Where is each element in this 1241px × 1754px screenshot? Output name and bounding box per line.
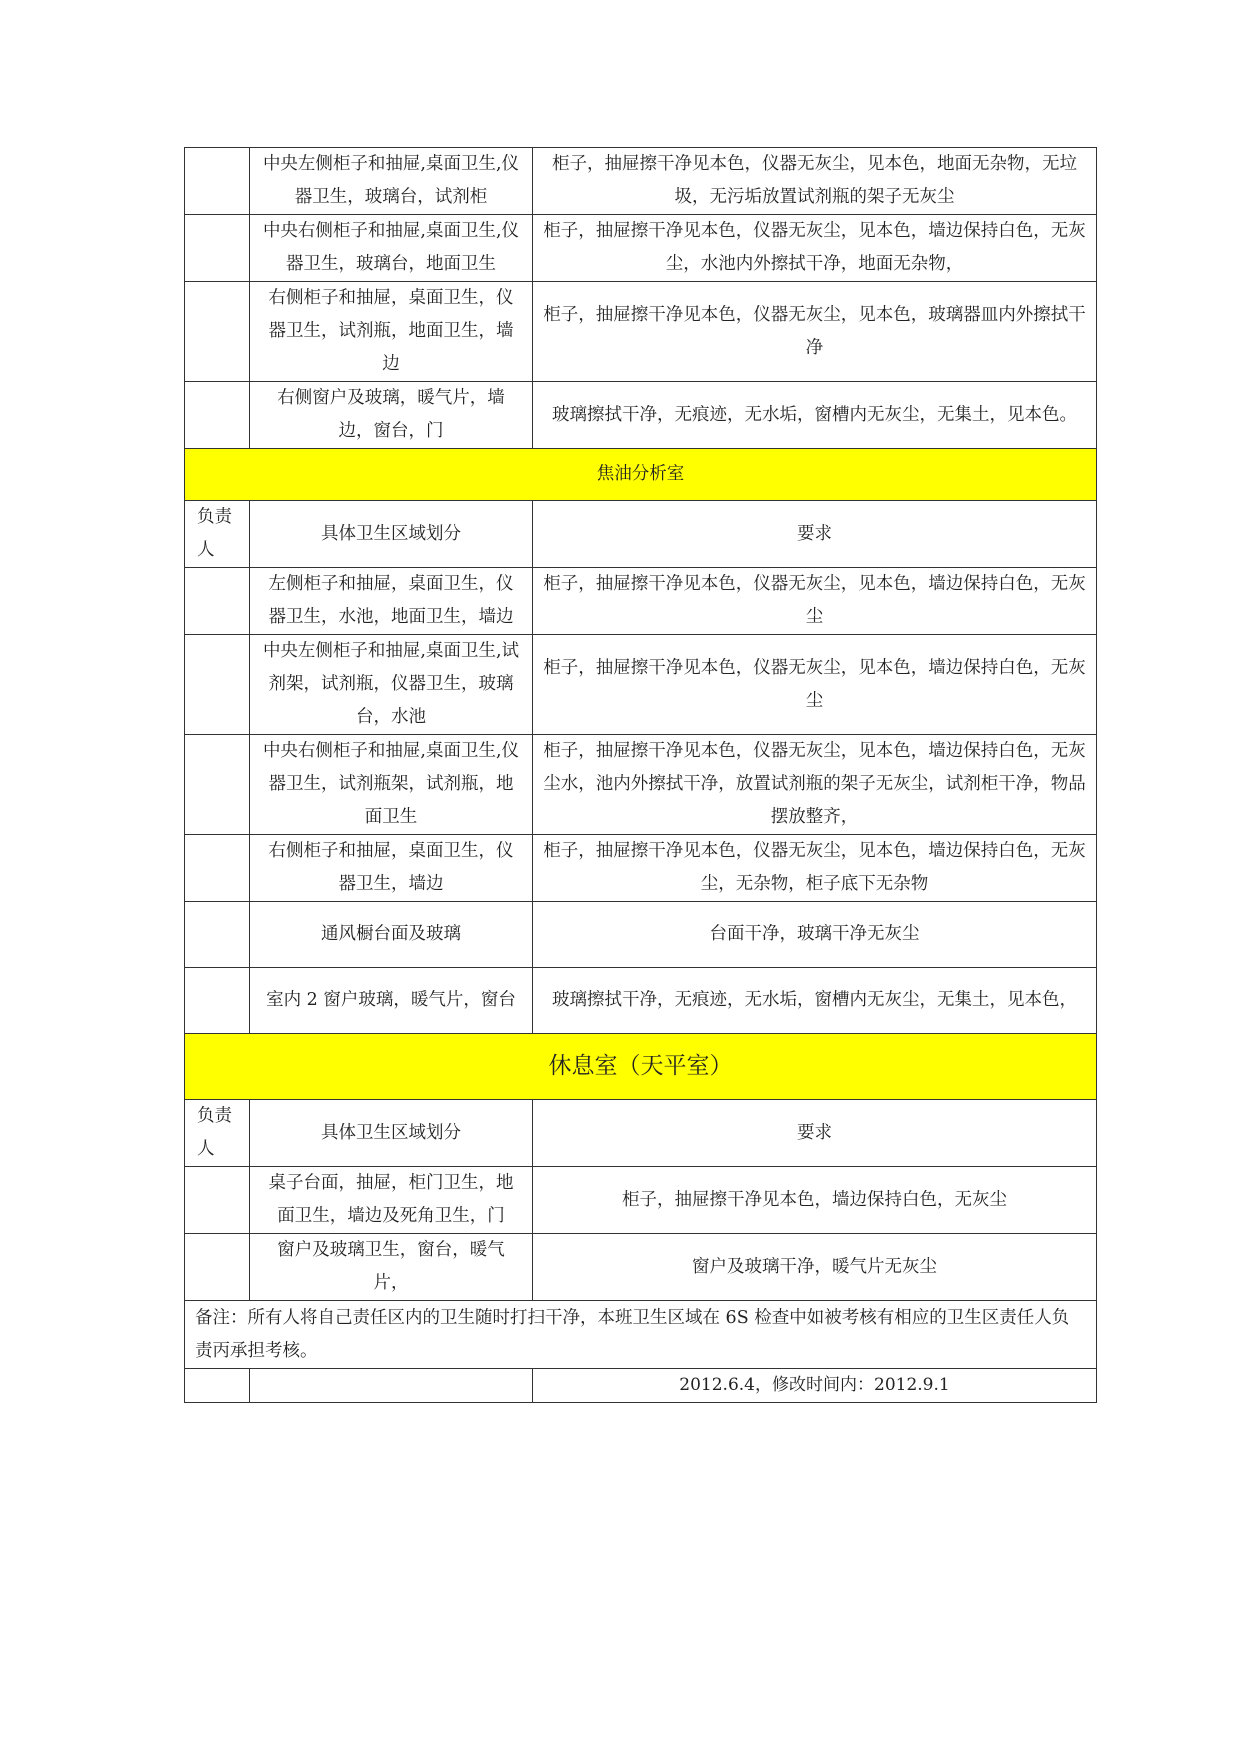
table-row: [185, 1234, 1097, 1301]
area-cell: 右侧柜子和抽屉，桌面卫生，仪器卫生，墙边: [250, 835, 533, 902]
requirement-cell: 柜子，抽屉擦干净见本色，墙边保持白色，无灰尘: [533, 1167, 1097, 1234]
requirement-cell: 窗户及玻璃干净，暖气片无灰尘: [533, 1234, 1097, 1301]
area-cell: 中央右侧柜子和抽屉,桌面卫生,仪器卫生，试剂瓶架，试剂瓶，地面卫生: [250, 735, 533, 835]
table-row: [185, 382, 1097, 449]
person-cell: [185, 968, 250, 1034]
hygiene-responsibility-table: [184, 147, 1097, 1403]
requirement-cell: 柜子，抽屉擦干净见本色，仪器无灰尘，见本色，墙边保持白色，无灰尘，水池内外擦拭干净，地面无杂物，: [533, 215, 1097, 282]
header-area: 具体卫生区域划分: [250, 1100, 533, 1167]
table-row: [185, 902, 1097, 968]
person-cell: [185, 282, 250, 382]
table-row: [185, 835, 1097, 902]
person-cell: [185, 1234, 250, 1301]
area-cell: 窗户及玻璃卫生，窗台，暖气片，: [250, 1234, 533, 1301]
requirement-cell: 柜子，抽屉擦干净见本色，仪器无灰尘，见本色，墙边保持白色，无灰尘: [533, 635, 1097, 735]
requirement-cell: 柜子，抽屉擦干净见本色，仪器无灰尘，见本色，墙边保持白色，无灰尘，无杂物，柜子底下无杂物: [533, 835, 1097, 902]
requirement-cell: 柜子，抽屉擦干净见本色，仪器无灰尘，见本色，墙边保持白色，无灰尘: [533, 568, 1097, 635]
area-cell: 室内 2 窗户玻璃，暖气片，窗台: [250, 968, 533, 1034]
table-row: [185, 148, 1097, 215]
person-cell: [185, 635, 250, 735]
area-cell: 桌子台面，抽屉，柜门卫生，地面卫生，墙边及死角卫生，门: [250, 1167, 533, 1234]
table-row: [185, 282, 1097, 382]
header-person: 负责人: [185, 1100, 250, 1167]
table-header-row: [185, 501, 1097, 568]
section-heading-row: [185, 1034, 1097, 1100]
area-cell: 中央右侧柜子和抽屉,桌面卫生,仪器卫生，玻璃台，地面卫生: [250, 215, 533, 282]
person-cell: [185, 382, 250, 449]
section-title: 焦油分析室: [185, 449, 1097, 501]
area-cell: 通风橱台面及玻璃: [250, 902, 533, 968]
section-title: 休息室（天平室）: [185, 1034, 1097, 1100]
person-cell: [185, 735, 250, 835]
area-cell: 中央左侧柜子和抽屉,桌面卫生,试剂架，试剂瓶，仪器卫生，玻璃台，水池: [250, 635, 533, 735]
footer-empty-cell: [185, 1369, 250, 1403]
requirement-cell: 台面干净，玻璃干净无灰尘: [533, 902, 1097, 968]
requirement-cell: 柜子，抽屉擦干净见本色，仪器无灰尘，见本色，墙边保持白色，无灰尘水，池内外擦拭干净，放置试剂瓶的架子无灰尘，试剂柜干净，物品摆放整齐，: [533, 735, 1097, 835]
table-row: [185, 968, 1097, 1034]
person-cell: [185, 902, 250, 968]
requirement-cell: 柜子，抽屉擦干净见本色，仪器无灰尘，见本色，地面无杂物，无垃圾，无污垢放置试剂瓶的架子无灰尘: [533, 148, 1097, 215]
table-row: [185, 635, 1097, 735]
person-cell: [185, 1167, 250, 1234]
table-row: [185, 1167, 1097, 1234]
person-cell: [185, 835, 250, 902]
header-person: 负责人: [185, 501, 250, 568]
header-requirement: 要求: [533, 501, 1097, 568]
person-cell: [185, 568, 250, 635]
note-row: [185, 1301, 1097, 1369]
requirement-cell: 玻璃擦拭干净，无痕迹，无水垢，窗槽内无灰尘，无集土，见本色。: [533, 382, 1097, 449]
table-row: [185, 735, 1097, 835]
section-heading-row: [185, 449, 1097, 501]
requirement-cell: 柜子，抽屉擦干净见本色，仪器无灰尘，见本色，玻璃器皿内外擦拭干净: [533, 282, 1097, 382]
header-area: 具体卫生区域划分: [250, 501, 533, 568]
area-cell: 中央左侧柜子和抽屉,桌面卫生,仪器卫生，玻璃台，试剂柜: [250, 148, 533, 215]
area-cell: 右侧窗户及玻璃，暖气片，墙边，窗台，门: [250, 382, 533, 449]
note-text: 备注：所有人将自己责任区内的卫生随时打扫干净，本班卫生区域在 6S 检查中如被考核有相应的卫生区责任人负责丙承担考核。: [185, 1301, 1097, 1369]
person-cell: [185, 148, 250, 215]
table-row: [185, 215, 1097, 282]
date-revision-text: 2012.6.4，修改时间内：2012.9.1: [533, 1369, 1097, 1403]
header-requirement: 要求: [533, 1100, 1097, 1167]
area-cell: 左侧柜子和抽屉，桌面卫生，仪器卫生，水池，地面卫生，墙边: [250, 568, 533, 635]
requirement-cell: 玻璃擦拭干净，无痕迹，无水垢，窗槽内无灰尘，无集土，见本色，: [533, 968, 1097, 1034]
footer-row: [185, 1369, 1097, 1403]
table-row: [185, 568, 1097, 635]
person-cell: [185, 215, 250, 282]
table-header-row: [185, 1100, 1097, 1167]
area-cell: 右侧柜子和抽屉，桌面卫生，仪器卫生，试剂瓶，地面卫生，墙边: [250, 282, 533, 382]
footer-empty-cell: [250, 1369, 533, 1403]
